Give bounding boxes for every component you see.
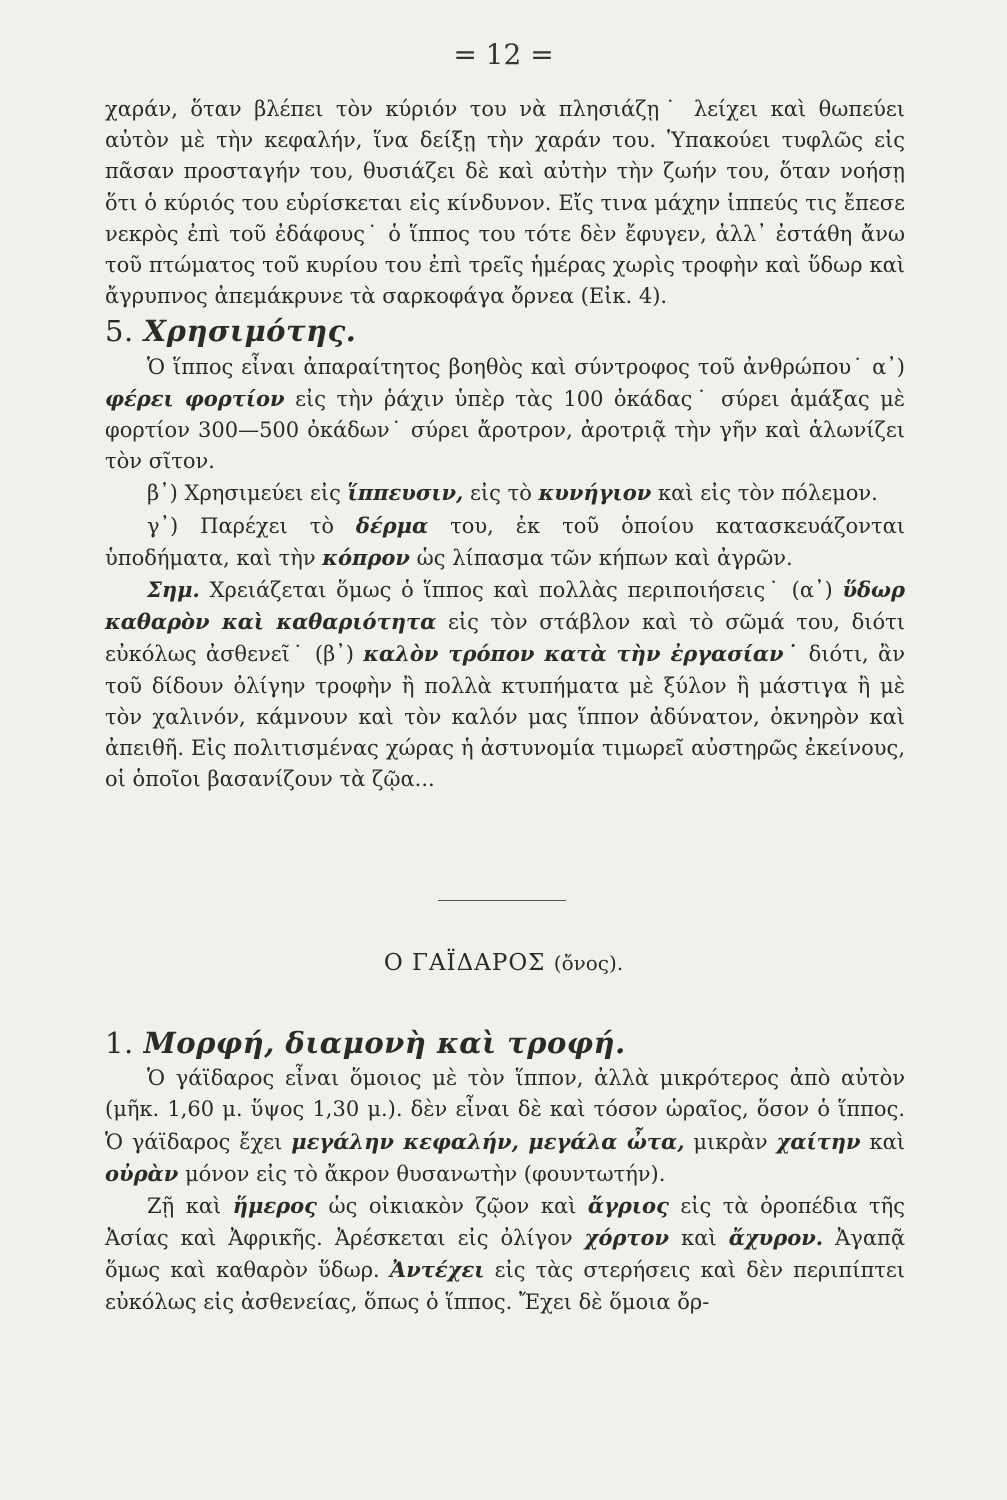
emphasis: ἥμερος: [232, 1193, 317, 1219]
emphasis: ἵππευσιν,: [347, 480, 464, 506]
emphasis: ἄχυρον.: [728, 1225, 824, 1251]
emphasis: μεγάλην κεφαλήν, μεγάλα ὦτα,: [291, 1128, 685, 1154]
paragraph-donkey-habitat: Ζῇ καὶ ἥμερος ὡς οἰκιακὸν ζῷον καὶ ἄγριος εἰς τὰ ὀροπέδια τῆς Ἀσίας καὶ Ἀφρικῆς. Ἀρέσκεται εἰς ὀλίγον χόρτον καὶ ἄχυρον. Ἀγαπᾷ ὅμως καὶ καθαρὸν ὕδωρ. Ἀντέχει εἰς τὰς στερήσεις καὶ δὲν περιπίπτει εὐκόλως εἰς ἀσθενείας, ὅπως ὁ ἵππος. Ἔχει δὲ ὅμοια ὄρ-: [105, 1193, 905, 1314]
emphasis: κόπρον: [322, 544, 410, 570]
emphasis: οὐρὰν: [105, 1160, 179, 1186]
emphasis: Ἀντέχει: [389, 1257, 485, 1283]
paragraph-horse-loyalty: χαράν, ὅταν βλέπει τὸν κύριόν του νὰ πλησιάζῃ˙ λείχει καὶ θωπεύει αὐτὸν μὲ τὴν κεφαλήν, ἵνα δείξῃ τὴν χαράν του. Ὑπακούει τυφλῶς εἰς πᾶσαν προσταγήν του, θυσιάζει δὲ καὶ αὐτὴν τὴν ζωήν του, ὅταν νοήσῃ ὅτι ὁ κύριός του εὑρίσκεται εἰς κίνδυνον. Εἴς τινα μάχην ἱππεύς τις ἔπεσε νεκρὸς ἐπὶ τοῦ ἐδάφους˙ ὁ ἵππος του τότε δὲν ἔφυγεν, ἀλλ᾽ ἐστάθη ἄνω τοῦ πτώματος τοῦ κυρίου του ἐπὶ τρεῖς ἡμέρας χωρὶς τροφὴν καὶ ὕδωρ καὶ ἄγρυπνος ἀπεμάκρυνε τὰ σαρκοφάγα ὄρνεα (Εἰκ. 4).: [105, 97, 905, 309]
paragraph-uses-c: γ᾽) Παρέχει τὸ δέρμα του, ἐκ τοῦ ὁποίου κατασκευάζονται ὑποδήματα, καὶ τὴν κόπρον ὡς λίπασμα τῶν κήπων καὶ ἀγρῶν.: [105, 512, 905, 570]
page-number: = 12 =: [453, 38, 554, 71]
section-divider: [438, 900, 566, 901]
paragraph-note: Σημ. Χρειάζεται ὅμως ὁ ἵππος καὶ πολλὰς περιποιήσεις˙ (α᾽) ὕδωρ καθαρὸν καὶ καθαριότητα εἰς τὸν στάβλον καὶ τὸ σῶμά του, διότι εὐκόλως ἀσθενεῖ˙ (β᾽) καλὸν τρόπον κατὰ τὴν ἐργασίαν˙ διότι, ἂν τοῦ δίδουν ὀλίγην τροφὴν ἢ πολλὰ κτυπήματα μὲ ξύλον ἢ μάστιγα ἢ μὲ τὸν χαλινόν, κάμνουν καὶ τὸν καλόν μας ἵππον ἀδύνατον, ὀκνηρὸν καὶ ἀπειθῆ. Εἰς πολιτισμένας χώρας ἡ ἀστυνομία τιμωρεῖ αὐστηρῶς ἐκείνους, οἱ ὁποῖοι βασανίζουν τὰ ζῷα...: [105, 577, 906, 792]
emphasis: ὕδωρ καθαρὸν καὶ καθαριότητα: [105, 577, 905, 635]
note-label: Σημ.: [147, 577, 200, 603]
emphasis: δέρμα: [355, 512, 429, 538]
emphasis: ἄγριος: [587, 1193, 669, 1219]
lower-text-block: [105, 1024, 905, 1318]
emphasis: χαίτην: [776, 1128, 861, 1154]
section-number: 1.: [105, 1026, 134, 1060]
chapter-title: [0, 950, 1007, 976]
section-heading-usefulness: [105, 316, 905, 347]
section-heading-form: [105, 1028, 905, 1059]
paragraph-uses-b: β᾽) Χρησιμεύει εἰς ἵππευσιν, εἰς τὸ κυνήγιον καὶ εἰς τὸν πόλεμον.: [147, 480, 878, 506]
section-title: Μορφή, διαμονὴ καὶ τροφή.: [143, 1026, 626, 1060]
emphasis: κυνήγιον: [538, 480, 652, 506]
emphasis: χόρτον: [584, 1225, 670, 1251]
emphasis: καλὸν τρόπον κατὰ τὴν ἐργασίαν˙: [363, 641, 800, 667]
chapter-title-main: Ο ΓΑΪΔΑΡΟΣ: [383, 950, 546, 976]
section-number: 5.: [105, 314, 134, 349]
upper-text-block: [105, 94, 905, 795]
paragraph-donkey-form: Ὁ γάϊδαρος εἶναι ὅμοιος μὲ τὸν ἵππον, ἀλλὰ μικρότερος ἀπὸ αὐτὸν (μῆκ. 1,60 μ. ὕψος 1,30 μ.). δὲν εἶναι δὲ καὶ τόσον ὡραῖος, ὅσον ὁ ἵππος. Ὁ γάϊδαρος ἔχει μεγάλην κεφαλήν, μεγάλα ὦτα, μικρὰν χαίτην καὶ οὐρὰν μόνον εἰς τὸ ἄκρον θυσανωτὴν (φουντωτήν).: [105, 1066, 906, 1186]
emphasis: φέρει φορτίον: [105, 385, 285, 411]
paragraph-uses-a: Ὁ ἵππος εἶναι ἀπαραίτητος βοηθὸς καὶ σύντροφος τοῦ ἀνθρώπου˙ α᾽) φέρει φορτίον εἰς τὴν ῥάχιν ὑπὲρ τὰς 100 ὀκάδας˙ σύρει ἁμάξας μὲ φορτίον 300—500 ὀκάδων˙ σύρει ἄροτρον, ἀροτριᾷ τὴν γῆν καὶ ἁλωνίζει τὸν σῖτον.: [105, 354, 905, 474]
section-title: Χρησιμότης.: [143, 314, 357, 349]
chapter-title-sub: (ὄνος).: [553, 951, 624, 975]
